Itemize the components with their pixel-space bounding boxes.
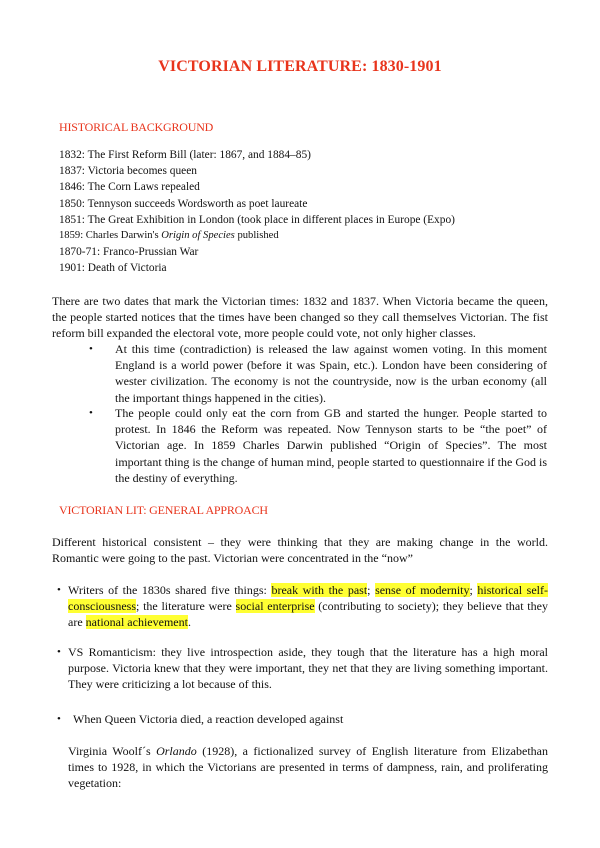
intro-paragraph: There are two dates that mark the Victorian times: 1832 and 1837. When Victoria became the queen, the people started notices that the times have been changed so they call themselves Victorian. The fist reform bill expanded the electoral vote, more people could vote, not only higher classes. bbox=[52, 294, 548, 341]
bullet-paragraph: VS Romanticism: they live introspection aside, they tough that the literature has a high moral purpose. Victoria knew that they were important, they net that they are living something important. They were criticizing a lot because of this. bbox=[68, 645, 548, 692]
timeline-item: 1850: Tennyson succeeds Wordsworth as poet laureate bbox=[59, 197, 308, 210]
timeline-item: 1832: The First Reform Bill (later: 1867, and 1884–85) bbox=[59, 149, 311, 161]
woolf-paragraph: Virginia Woolf´s Orlando (1928), a fictionalized survey of English literature from Elizabethan times to 1928, in which the Victorians are presented in terms of dampness, rain, and proliferating vegetation: bbox=[68, 744, 548, 791]
bullet-marker: • bbox=[89, 407, 93, 419]
section-heading-historical-background: HISTORICAL BACKGROUND bbox=[59, 120, 214, 134]
highlight: social enterprise bbox=[235, 599, 315, 614]
bullet-marker: • bbox=[57, 646, 61, 658]
bullet-paragraph: When Queen Victoria died, a reaction developed against bbox=[73, 712, 344, 726]
highlight: break with the past bbox=[271, 583, 368, 597]
timeline-item: 1859: Charles Darwin's Origin of Species published bbox=[59, 230, 279, 242]
section-heading-general-approach: VICTORIAN LIT: GENERAL APPROACH bbox=[59, 503, 268, 517]
timeline-item: 1851: The Great Exhibition in London (took place in different places in Europe (Expo) bbox=[59, 213, 455, 226]
highlight: national achievement bbox=[85, 615, 188, 630]
highlight: sense of modernity bbox=[375, 583, 470, 597]
timeline-item: 1837: Victoria becomes queen bbox=[59, 165, 197, 178]
timeline-item: 1901: Death of Victoria bbox=[59, 262, 167, 275]
bullet-marker: • bbox=[57, 713, 61, 725]
highlight: historical self-consciousness bbox=[68, 583, 548, 614]
book-title: Orlando bbox=[156, 744, 197, 758]
bullet-marker: • bbox=[89, 343, 93, 355]
bullet-paragraph: The people could only eat the corn from GB and started the hunger. People started to protest. In 1846 the Reform was repeated. Now Tennyson starts to be “the poet” of Victorian age. In 1859 Charles Darwin published “Origin of Species”. The most important thing is the change of human mind, people started to questionnaire if the God is the destiny of everything. bbox=[115, 406, 547, 485]
general-approach-intro: Different historical consistent – they were thinking that they are making change in the world. Romantic were going to the past. Victorian were concentrated in the “now” bbox=[52, 535, 548, 566]
timeline-item: 1846: The Corn Laws repealed bbox=[59, 181, 200, 194]
book-title: Origin of Species bbox=[161, 230, 235, 242]
bullet-paragraph: Writers of the 1830s shared five things: break with the past; sense of modernity; historical self-consciousness; the literature were social enterprise (contributing to society); they believe that they are national achievement. bbox=[68, 583, 548, 630]
timeline-item: 1870-71: Franco-Prussian War bbox=[59, 246, 199, 259]
page-title: VICTORIAN LITERATURE: 1830-1901 bbox=[158, 58, 442, 75]
timeline-list bbox=[59, 147, 455, 277]
bullet-paragraph: At this time (contradiction) is released the law against women voting. In this moment England is a world power (before it was Spain, etc.). London have been considering of wester civilization. The economy is not the countryside, now is the urban economy (all the important things happened in the cities). bbox=[115, 342, 547, 405]
bullet-marker: • bbox=[57, 584, 61, 596]
